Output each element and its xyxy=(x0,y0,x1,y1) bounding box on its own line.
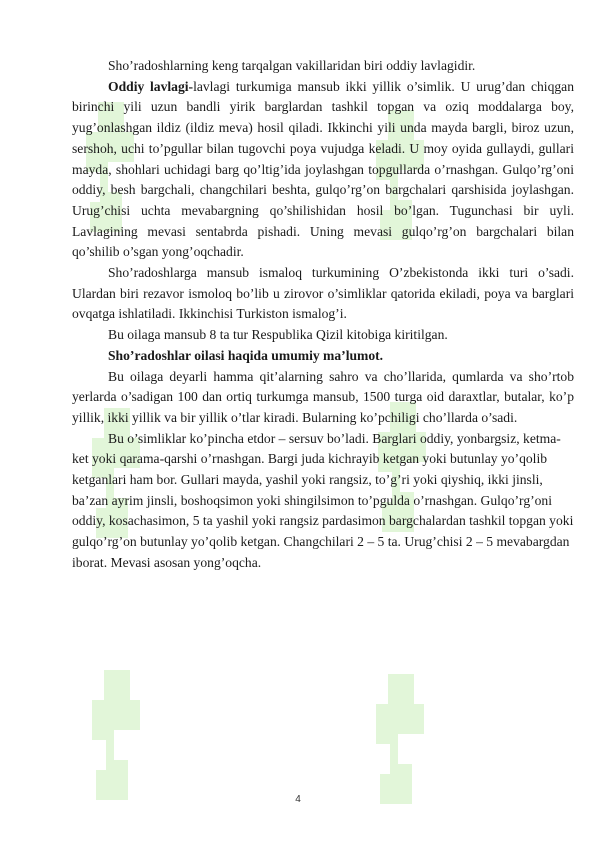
paragraph-oddiy-lavlagi-text: lavlagi turkumiga mansub ikki yillik o’simlik. U urug’dan chiqgan birinchi yili uzun bandli yirik barglardan tashkil topgan va oziq moddalarga boy, yug’onlashgan ildiz (ildiz meva) hosil qiladi. Ikkinchi yili unda mayda bargli, biroz uzun, sershoh, uchi to’pgullar bilan tugovchi poya vujudga keladi. U moy oyida gullaydi, gullari mayda, shohlari uchidagi barg qo’ltig’ida joylashgan topgullarda o’rnashgan. Gulqo’rg’oni oddiy, besh bargchali, changchilari beshta, gulqo’rg’on bargchalari qarshisida joylashgan. Urug’chisi uchta mevabargning qo’shilishidan hosil bo’lgan. Tugunchasi bir uyli. Lavlagining mevasi sentabrda pishadi. Uning mevasi gulqo’rg’on bargchalari bilan qo’shilib o’sgan yong’oqchadir. xyxy=(72,78,574,260)
paragraph-morfologiya: Bu o’simliklar ko’pincha etdor – sersuv bo’ladi. Barglari oddiy, yonbargsiz, ketma-ket yoki qarama-qarshi o’rnashgan. Bargi juda kichrayib ketgan yoki butunlay yo’qolib ketganlari ham bor. Gullari mayda, yashil yoki rangsiz, to’g’ri yoki qiyshiq, ikki jinsli, ba’zan ayrim jinsli, boshoqsimon yoki shingilsimon to’pgulda o’rnashgan. Gulqo’rg’oni oddiy, kosachasimon, 5 ta yashil yoki rangsiz pardasimon bargchalardan tashkil topgan yoki gulqo’rg’on butunlay yo’qolib ketgan. Changchilari 2 – 5 ta. Urug’chisi 2 – 5 mevabargdan iborat. Mevasi asosan yong’oqcha. xyxy=(72,430,574,570)
paragraph-qizil-kitob: Bu oilaga mansub 8 ta tur Respublika Qizil kitobiga kiritilgan. xyxy=(108,327,448,343)
watermark-logo-icon xyxy=(368,664,434,814)
paragraph-oila-tarqalishi: Bu oilaga deyarli hamma qit’alarning sahro va cho’llarida, qumlarda va sho’rtob yerlarda o’sadigan 100 dan ortiq turkumga mansub, 1500 turga oid daraxtlar, butalar, ko’p yillik, ikki yillik va bir yillik o’tlar kiradi. Bularning ko’pchiligi cho’llarda o’sadi. xyxy=(72,368,574,425)
section-heading: Sho’radoshlar oilasi haqida umumiy ma’lumot. xyxy=(108,347,384,363)
page-number: 4 xyxy=(295,794,301,805)
paragraph-ismaloq: Sho’radoshlarga mansub ismaloq turkumining O’zbekistonda ikki turi o’sadi. Ulardan biri rezavor ismoloq bo’lib u zirovor o’simliklar qatorida ekiladi, poya va barglari ovqatga ishlatiladi. Ikkinchisi Turkiston ismalog’i. xyxy=(72,265,574,322)
paragraph-intro: Sho’radoshlarning keng tarqalgan vakillaridan biri oddiy lavlagidir. xyxy=(108,58,476,73)
watermark-logo-icon xyxy=(84,660,150,810)
paragraph-oddiy-lavlagi xyxy=(72,77,574,263)
document-body xyxy=(72,56,574,574)
term-oddiy-lavlagi: Oddiy lavlagi- xyxy=(108,78,194,94)
